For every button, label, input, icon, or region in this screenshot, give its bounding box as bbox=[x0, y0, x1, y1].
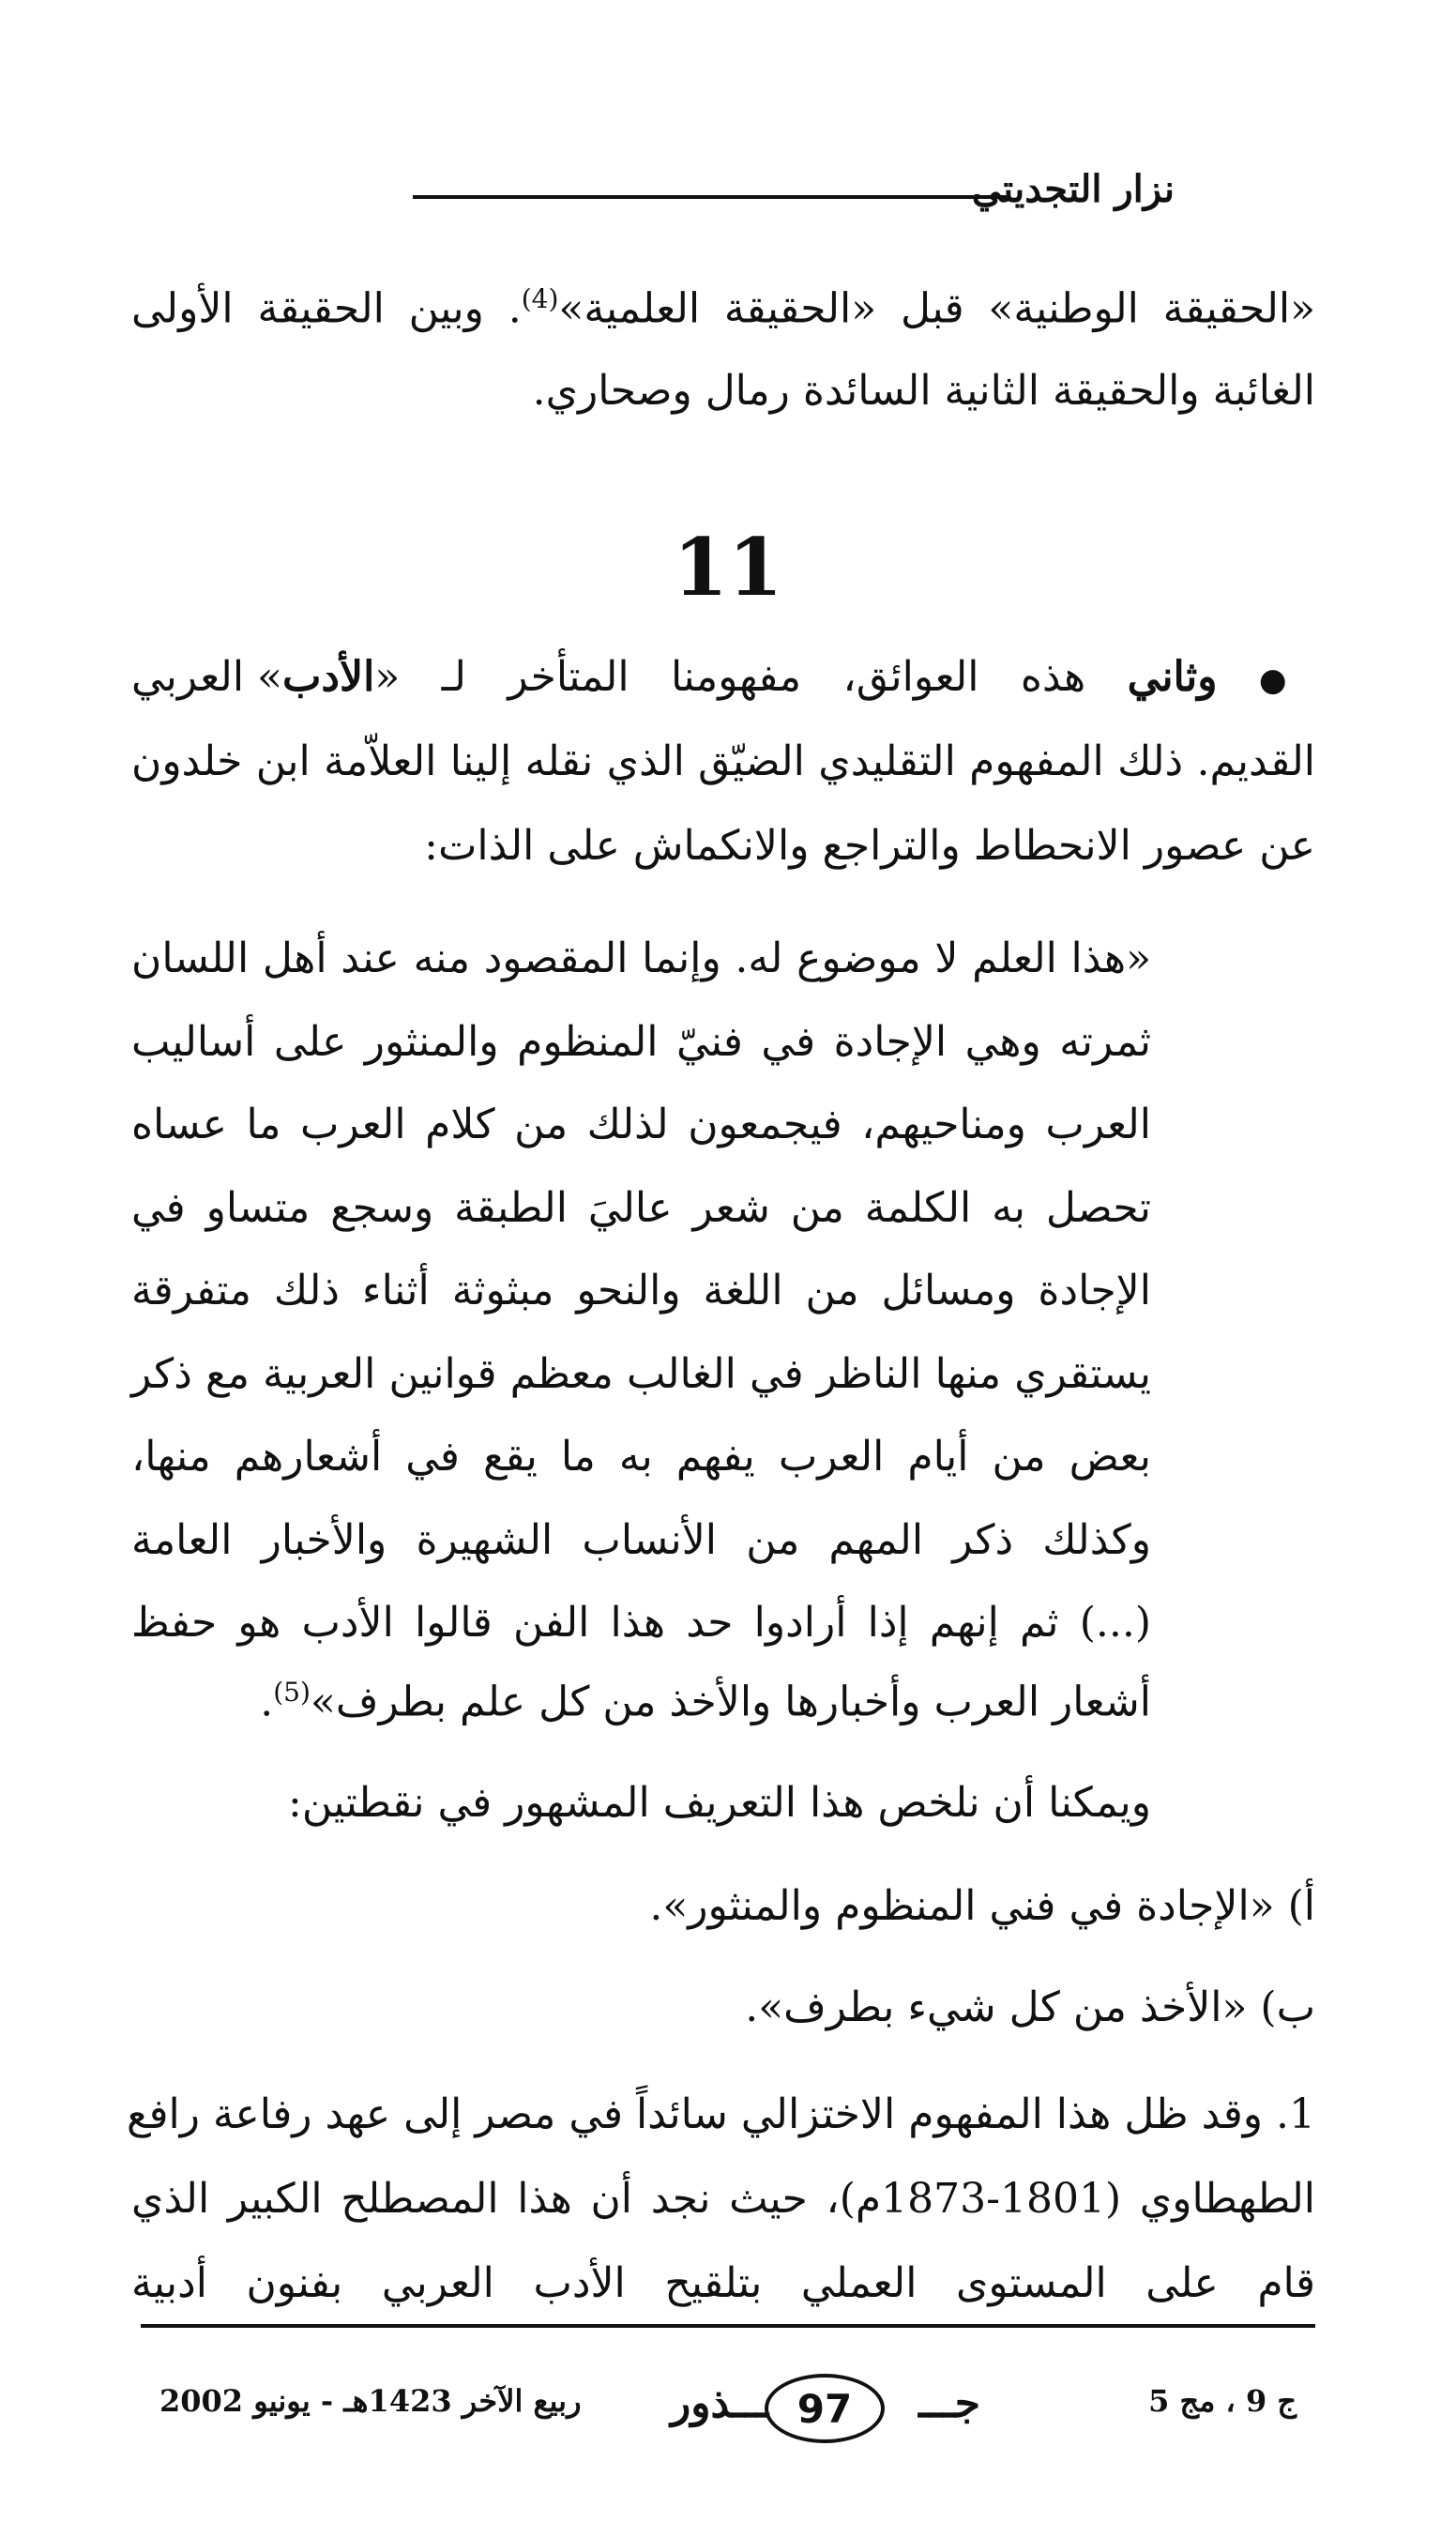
quote-line: تحصل به الكلمة من شعر عاليَ الطبقة وسجع متساو في bbox=[131, 1183, 1151, 1232]
quote-last-text: أشعار العرب وأخبارها والأخذ من كل علم بطرف» bbox=[310, 1678, 1151, 1726]
quote-line: يستقري منها الناظر في الغالب معظم قوانين العربية مع ذكر bbox=[131, 1349, 1151, 1398]
numbered-line-2: الطهطاوي (1801-1873م)، حيث نجد أن هذا المصطلح الكبير الذي bbox=[131, 2175, 1315, 2223]
intro-text-a: «الحقيقة الوطنية» قبل «الحقيقة العلمية» bbox=[558, 284, 1316, 333]
numbered-line-1: 1. وقد ظل هذا المفهوم الاختزالي سائداً في مصر إلى عهد رفاعة رافع bbox=[127, 2090, 1315, 2138]
journal-name-part1: جـــ bbox=[918, 2379, 980, 2427]
numbered-line-3: قام على المستوى العملي بتلقيح الأدب العربي بفنون أدبية bbox=[131, 2259, 1315, 2307]
footnote-ref-5: (5) bbox=[273, 1677, 311, 1708]
section-line-2: القديم. ذلك المفهوم التقليدي الضيّق الذي نقله إلينا العلاّمة ابن خلدون bbox=[131, 737, 1315, 785]
quote-line: العرب ومناحيهم، فيجمعون لذلك من كلام العرب ما عساه bbox=[131, 1101, 1151, 1148]
quote-line: ثمرته وهي الإجادة في فنيّ المنظوم والمنثور على أساليب bbox=[131, 1017, 1151, 1066]
summary-point-b: ب) «الأخذ من كل شيء بطرف». bbox=[745, 1983, 1315, 2031]
footer-date: ربيع الآخر 1423هـ - يونيو 2002 bbox=[159, 2383, 582, 2419]
quote-line: «هذا العلم لا موضوع له. وإنما المقصود منه عند أهل اللسان bbox=[131, 934, 1151, 982]
page-number: 97 bbox=[765, 2374, 885, 2443]
lead-word: وثاني bbox=[1127, 653, 1218, 701]
quote-last-line bbox=[131, 1679, 1151, 1724]
header-rule bbox=[413, 195, 1006, 199]
header-author: نزار التجديتي bbox=[971, 167, 1175, 211]
section-line-3: عن عصور الانحطاط والتراجع والانكماش على الذات: bbox=[424, 822, 1315, 870]
running-header bbox=[141, 167, 1315, 220]
quote-end-period: . bbox=[260, 1678, 274, 1726]
quote-line: (...) ثم إنهم إذا أرادوا حد هذا الفن قالوا الأدب هو حفظ bbox=[131, 1599, 1151, 1647]
summary-point-a: أ) «الإجادة في فني المنظوم والمنثور». bbox=[649, 1882, 1315, 1930]
journal-name-part2: ـــذور bbox=[671, 2379, 769, 2427]
quote-line: وكذلك ذكر المهم من الأنساب الشهيرة والأخبار العامة bbox=[131, 1515, 1151, 1564]
footer-rule bbox=[141, 2324, 1315, 2328]
journal-logo bbox=[671, 2374, 980, 2439]
bullet-icon: ● bbox=[1258, 661, 1315, 699]
quote-line: الإجادة ومسائل من اللغة والنحو مبثوثة أثناء ذلك متفرقة bbox=[131, 1267, 1151, 1314]
intro-text-b: . وبين الحقيقة الأولى bbox=[131, 284, 522, 333]
adab-term: الأدب bbox=[281, 653, 375, 701]
intro-line-2: الغائبة والحقيقة الثانية السائدة رمال وصحاري. bbox=[532, 367, 1315, 415]
intro-line-1 bbox=[131, 283, 1316, 333]
section-line-1 bbox=[131, 653, 1315, 701]
section-text-b: » العربي bbox=[131, 653, 282, 701]
quote-line: بعض من أيام العرب يفهم به ما يقع في أشعارهم منها، bbox=[131, 1433, 1151, 1481]
footnote-ref-4: (4) bbox=[521, 283, 559, 314]
section-text-a: هذه العوائق، مفهومنا المتأخر لـ « bbox=[374, 653, 1086, 701]
summary-intro: ويمكنا أن نلخص هذا التعريف المشهور في نقطتين: bbox=[288, 1779, 1151, 1827]
section-number: 11 bbox=[673, 521, 783, 614]
page-footer bbox=[141, 2357, 1315, 2441]
footer-issue: ج 9 ، مج 5 bbox=[1148, 2383, 1297, 2419]
